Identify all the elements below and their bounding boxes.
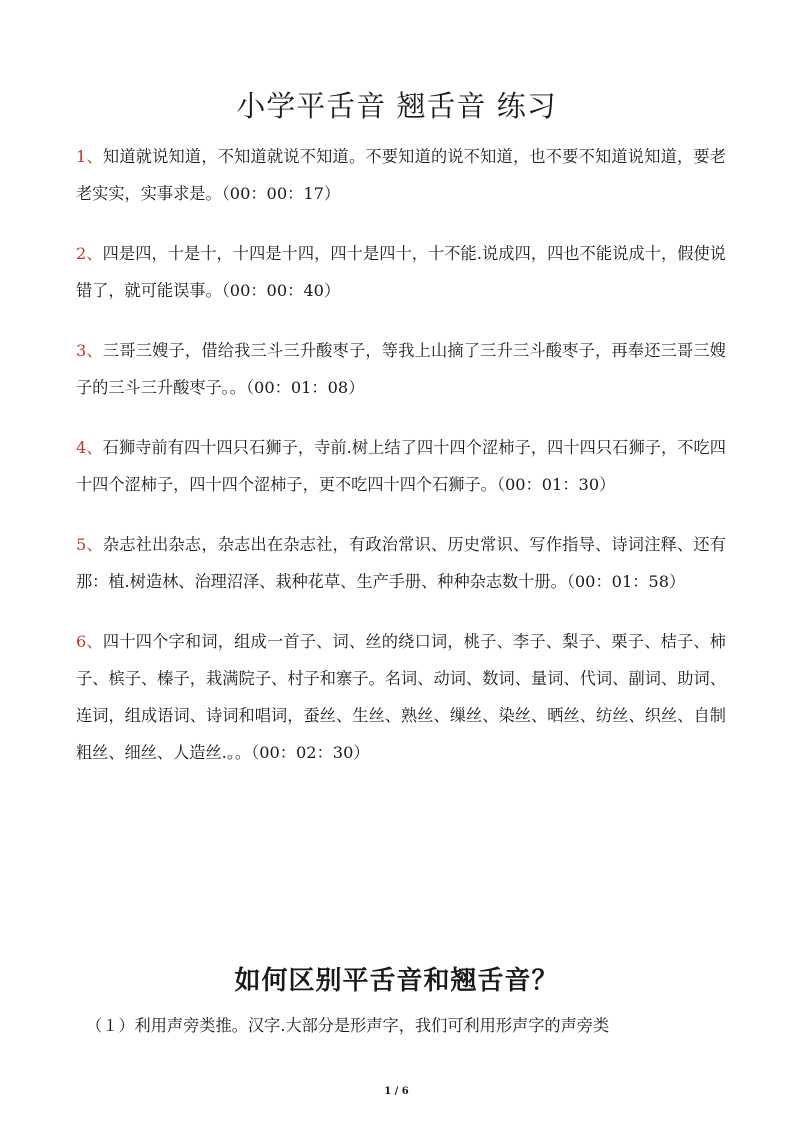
page-number: 1 / 6 bbox=[384, 1086, 409, 1097]
item-text: 知道就说知道，不知道就说不知道。不要知道的说不知道，也不要不知道说知道，要老老实实，实事求是。（00：00：17） bbox=[76, 147, 726, 203]
section-title: 如何区别平舌音和翘舌音？ bbox=[234, 966, 559, 996]
item-text: 四十四个字和词，组成一首子、词、丝的绕口词，桃子、李子、梨子、栗子、桔子、柿子、槟子、榛子，栽满院子、村子和寨子。名词、动词、数词、量词、代词、副词、助词、连词，组成语词、诗词和唱词，蚕丝、生丝、熟丝、缫丝、染丝、晒丝、纺丝、织丝、自制粗丝、细丝、人造丝.。。（00：02：30） bbox=[76, 632, 726, 762]
item-number: 5、 bbox=[76, 535, 103, 554]
item-text: 杂志社出杂志，杂志出在杂志社，有政治常识、历史常识、写作指导、诗词注释、还有那：植.树造林、治理沼泽、栽种花草、生产手册、种种杂志数十册。（00：01：58） bbox=[76, 535, 726, 591]
item-text: 三哥三嫂子，借给我三斗三升酸枣子，等我上山摘了三升三斗酸枣子，再奉还三哥三嫂子的三斗三升酸枣子。。（00：01：08） bbox=[76, 341, 726, 397]
section-paragraph: （１）利用声旁类推。汉字.大部分是形声字，我们可利用形声字的声旁类 bbox=[86, 1016, 610, 1035]
item-number: 6、 bbox=[76, 632, 103, 651]
item-number: 1、 bbox=[76, 147, 103, 166]
exercise-item-6 bbox=[76, 623, 726, 771]
exercise-item-1 bbox=[76, 138, 726, 212]
item-text: 石狮寺前有四十四只石狮子，寺前.树上结了四十四个涩柿子，四十四只石狮子，不吃四十四个涩柿子，四十四个涩柿子，更不吃四十四个石狮子。（00：01：30） bbox=[76, 438, 726, 494]
exercise-item-5 bbox=[76, 526, 726, 600]
page-title: 小学平舌音 翘舌音 练习 bbox=[236, 89, 557, 123]
item-number: 3、 bbox=[76, 341, 103, 360]
item-number: 4、 bbox=[76, 438, 103, 457]
item-text: 四是四，十是十，十四是十四，四十是四十，十不能.说成四，四也不能说成十，假使说错了，就可能误事。（00：00：40） bbox=[76, 244, 726, 300]
exercise-item-2 bbox=[76, 235, 726, 309]
item-number: 2、 bbox=[76, 244, 103, 263]
exercise-list bbox=[76, 138, 726, 794]
exercise-item-3 bbox=[76, 332, 726, 406]
exercise-item-4 bbox=[76, 429, 726, 503]
